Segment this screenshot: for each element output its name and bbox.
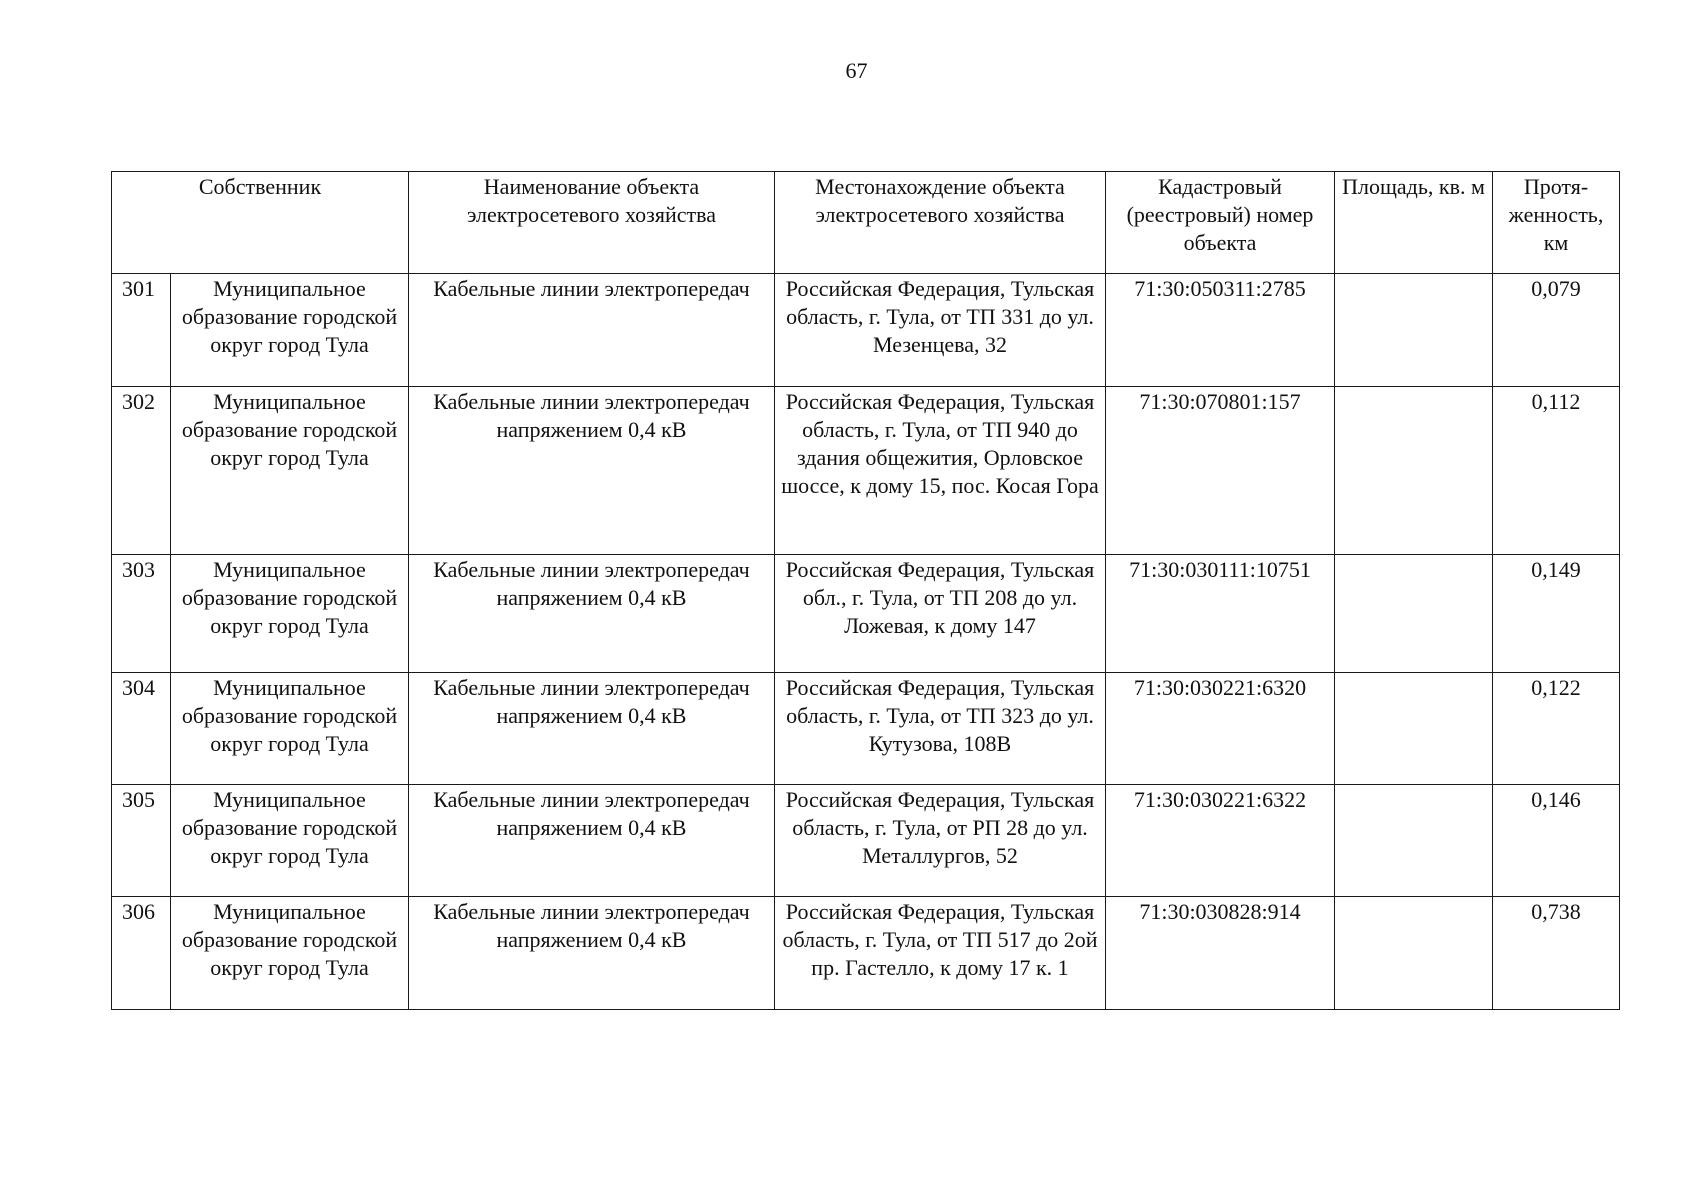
header-object-name: Наименование объекта электросетевого хозяйства <box>409 172 775 274</box>
area-cell <box>1335 897 1493 1010</box>
length-cell: 0,112 <box>1493 387 1620 555</box>
table-row <box>112 785 1620 897</box>
owner-cell: Муниципальное образование городской округ город Тула <box>171 897 409 1010</box>
header-length: Протя-женность, км <box>1493 172 1620 274</box>
area-cell <box>1335 555 1493 673</box>
table-row <box>112 274 1620 387</box>
table-row <box>112 387 1620 555</box>
header-row <box>112 172 1620 274</box>
registry-table <box>111 171 1620 1010</box>
location-cell: Российская Федерация, Тульская область, г. Тула, от ТП 323 до ул. Кутузова, 108В <box>775 673 1106 785</box>
page-number: 67 <box>845 58 868 83</box>
row-number: 301 <box>112 274 171 387</box>
object-name-cell: Кабельные линии электропередач напряжением 0,4 кВ <box>409 897 775 1010</box>
location-cell: Российская Федерация, Тульская область, г. Тула, от ТП 331 до ул. Мезенцева, 32 <box>775 274 1106 387</box>
cadastral-number-cell: 71:30:030221:6322 <box>1106 785 1335 897</box>
cadastral-number-cell: 71:30:050311:2785 <box>1106 274 1335 387</box>
area-cell <box>1335 274 1493 387</box>
location-cell: Российская Федерация, Тульская обл., г. Тула, от ТП 208 до ул. Ложевая, к дому 147 <box>775 555 1106 673</box>
table-row <box>112 897 1620 1010</box>
object-name-cell: Кабельные линии электропередач напряжением 0,4 кВ <box>409 673 775 785</box>
table-row <box>112 555 1620 673</box>
row-number: 302 <box>112 387 171 555</box>
length-cell: 0,122 <box>1493 673 1620 785</box>
row-number: 305 <box>112 785 171 897</box>
area-cell <box>1335 387 1493 555</box>
row-number: 303 <box>112 555 171 673</box>
header-owner: Собственник <box>112 172 409 274</box>
table-row <box>112 673 1620 785</box>
header-cadastral-number: Кадастровый (реестровый) номер объекта <box>1106 172 1335 274</box>
area-cell <box>1335 785 1493 897</box>
owner-cell: Муниципальное образование городской округ город Тула <box>171 785 409 897</box>
owner-cell: Муниципальное образование городской округ город Тула <box>171 555 409 673</box>
owner-cell: Муниципальное образование городской округ город Тула <box>171 387 409 555</box>
object-name-cell: Кабельные линии электропередач напряжением 0,4 кВ <box>409 785 775 897</box>
object-name-cell: Кабельные линии электропередач напряжением 0,4 кВ <box>409 387 775 555</box>
length-cell: 0,079 <box>1493 274 1620 387</box>
cadastral-number-cell: 71:30:030828:914 <box>1106 897 1335 1010</box>
object-name-cell: Кабельные линии электропередач напряжением 0,4 кВ <box>409 555 775 673</box>
header-location: Местонахождение объекта электросетевого хозяйства <box>775 172 1106 274</box>
length-cell: 0,738 <box>1493 897 1620 1010</box>
location-cell: Российская Федерация, Тульская область, г. Тула, от ТП 517 до 2ой пр. Гастелло, к дому 17 к. 1 <box>775 897 1106 1010</box>
length-cell: 0,149 <box>1493 555 1620 673</box>
location-cell: Российская Федерация, Тульская область, г. Тула, от ТП 940 до здания общежития, Орловское шоссе, к дому 15, пос. Косая Гора <box>775 387 1106 555</box>
row-number: 306 <box>112 897 171 1010</box>
object-name-cell: Кабельные линии электропередач <box>409 274 775 387</box>
area-cell <box>1335 673 1493 785</box>
cadastral-number-cell: 71:30:030221:6320 <box>1106 673 1335 785</box>
row-number: 304 <box>112 673 171 785</box>
owner-cell: Муниципальное образование городской округ город Тула <box>171 673 409 785</box>
cadastral-number-cell: 71:30:030111:10751 <box>1106 555 1335 673</box>
owner-cell: Муниципальное образование городской округ город Тула <box>171 274 409 387</box>
location-cell: Российская Федерация, Тульская область, г. Тула, от РП 28 до ул. Металлургов, 52 <box>775 785 1106 897</box>
header-area: Площадь, кв. м <box>1335 172 1493 274</box>
cadastral-number-cell: 71:30:070801:157 <box>1106 387 1335 555</box>
length-cell: 0,146 <box>1493 785 1620 897</box>
